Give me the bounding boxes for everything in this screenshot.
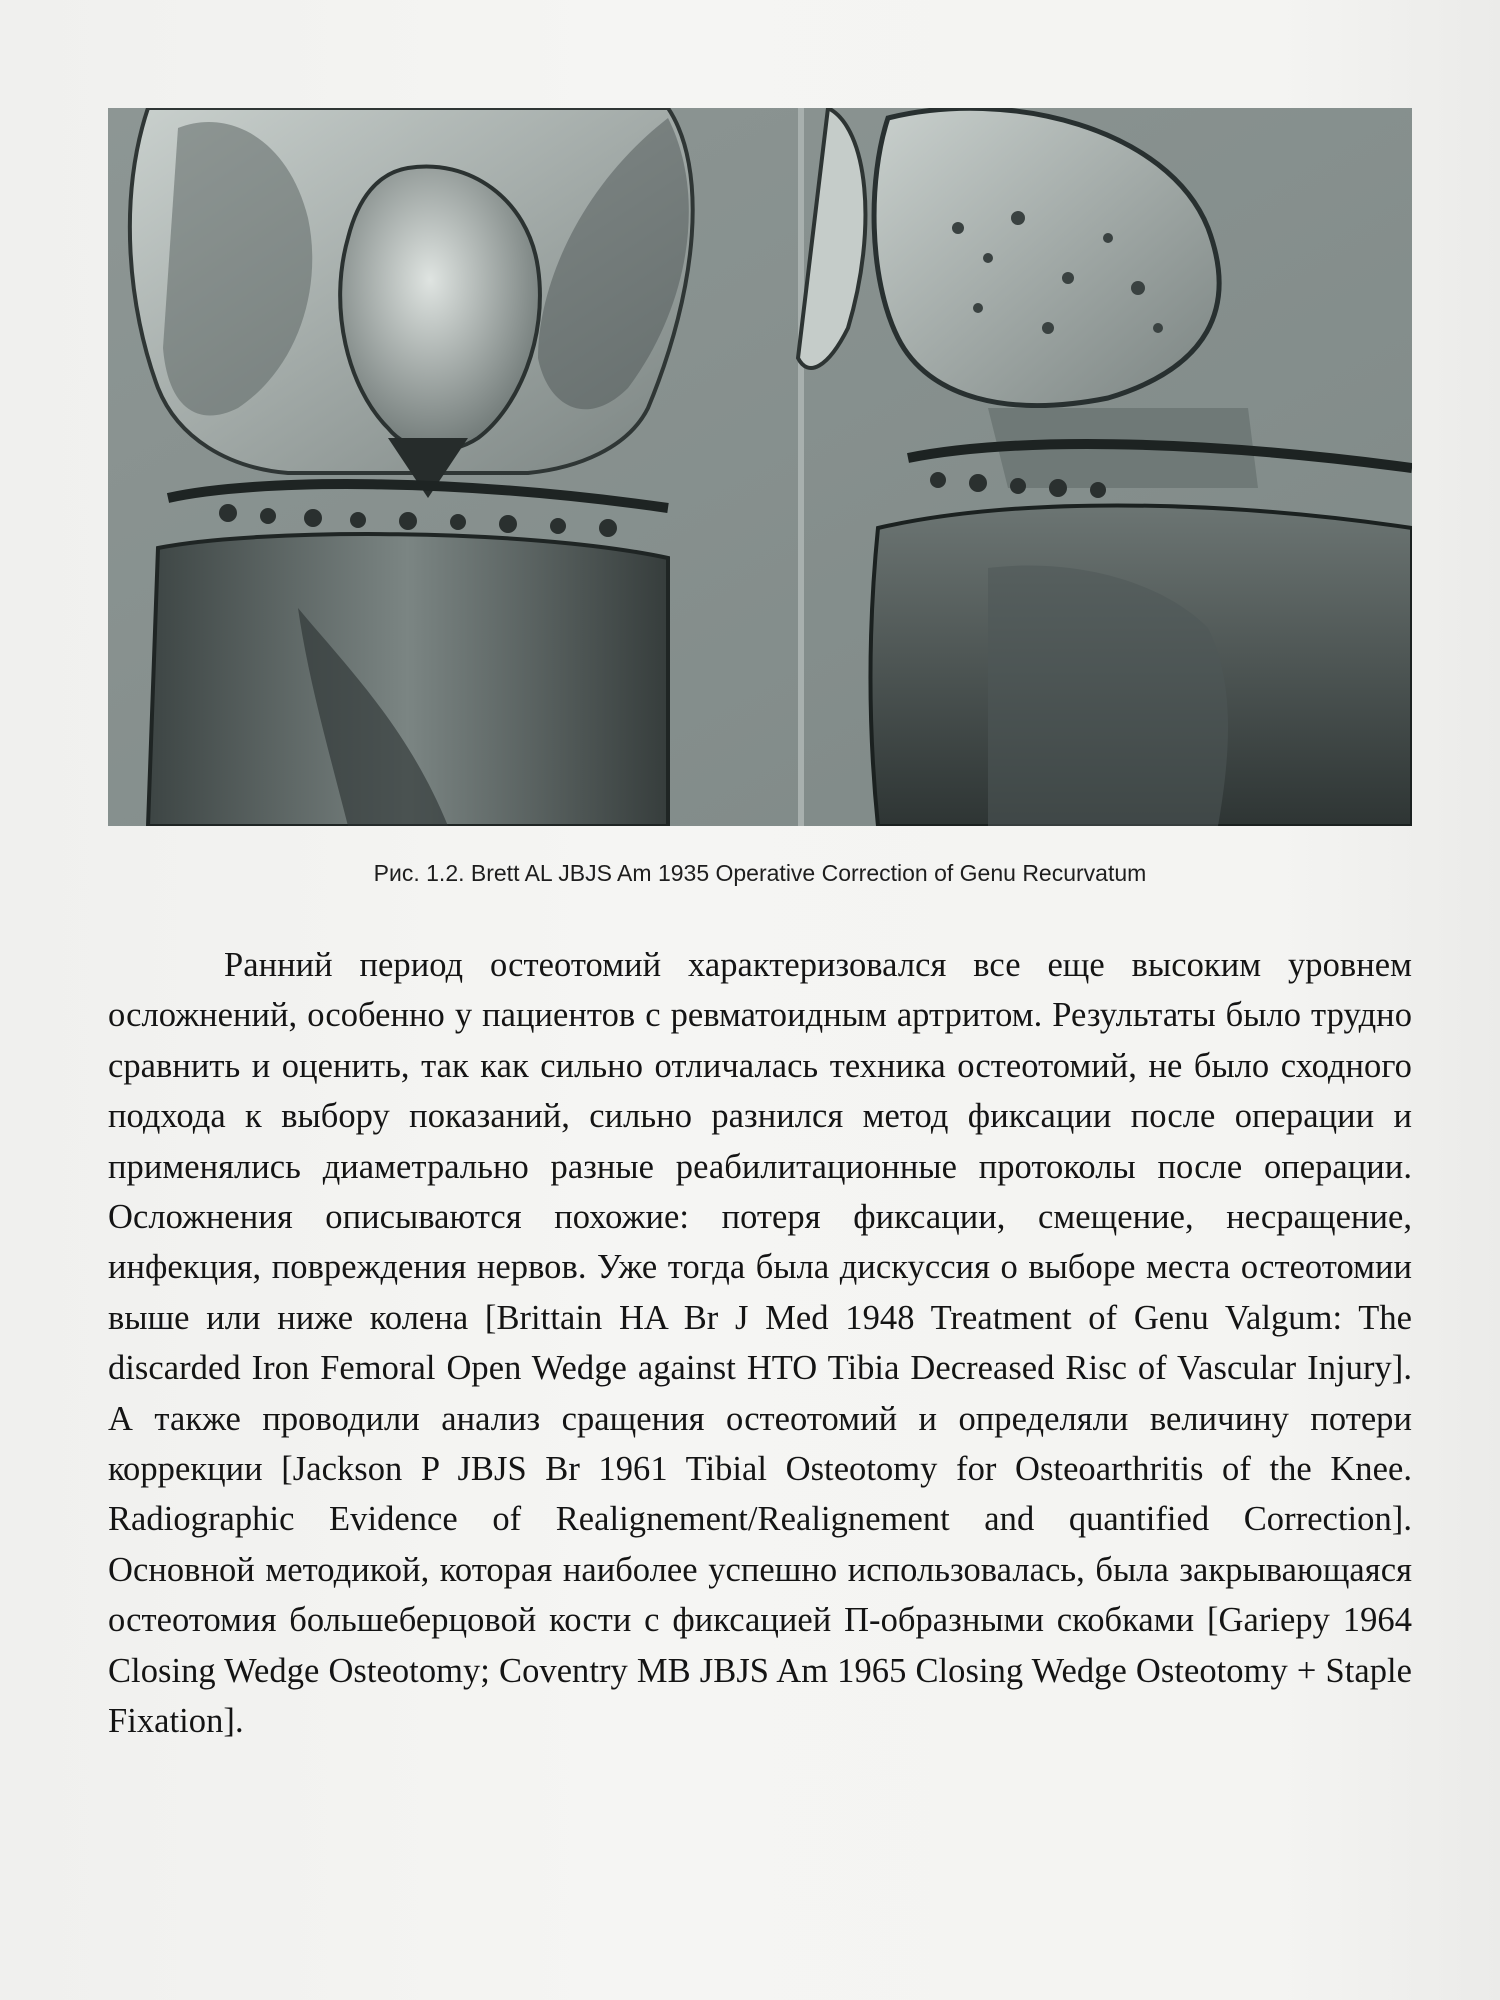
knee-figure bbox=[108, 108, 1412, 826]
knee-illustration bbox=[108, 108, 1412, 826]
body-paragraph: Ранний период остеотомий характеризовался все еще высоким уровнем осложнений, особенно у пациентов с ревматоидным артритом. Результаты было трудно сравнить и оценить, так как сильно отличалась техника остеотомий, не было сходного подхода к выбору показаний, сильно разнился метод фиксации после операции и применялись диаметрально разные реабилитационные протоколы после операции. Осложнения описываются похожие: потеря фиксации, смещение, несращение, инфекция, повреждения нервов. Уже тогда была дискуссия о выборе места остеотомии выше или ниже колена [Brittain HA Br J Med 1948 Treatment of Genu Valgum: The discarded Iron Femoral Open Wedge against HTO Tibia Decreased Risc of Vascular Injury]. А также проводили анализ сращения остеотомий и определяли величину потери коррекции [Jackson P JBJS Br 1961 Tibial Osteotomy for Osteoarthritis of the Knee. Radiographic Evidence of Realignement/Realignement and quantified Correction]. Основной методикой, которая наиболее успешно использовалась, была закрывающаяся остеотомия большеберцовой кости с фиксацией П-образными скобками [Gariepy 1964 Closing Wedge Osteotomy; Coventry MB JBJS Am 1965 Closing Wedge Osteotomy + Staple Fixation]. bbox=[108, 946, 1412, 1741]
figure-caption: Рис. 1.2. Brett AL JBJS Am 1935 Operative Correction of Genu Recurvatum bbox=[373, 860, 1147, 886]
